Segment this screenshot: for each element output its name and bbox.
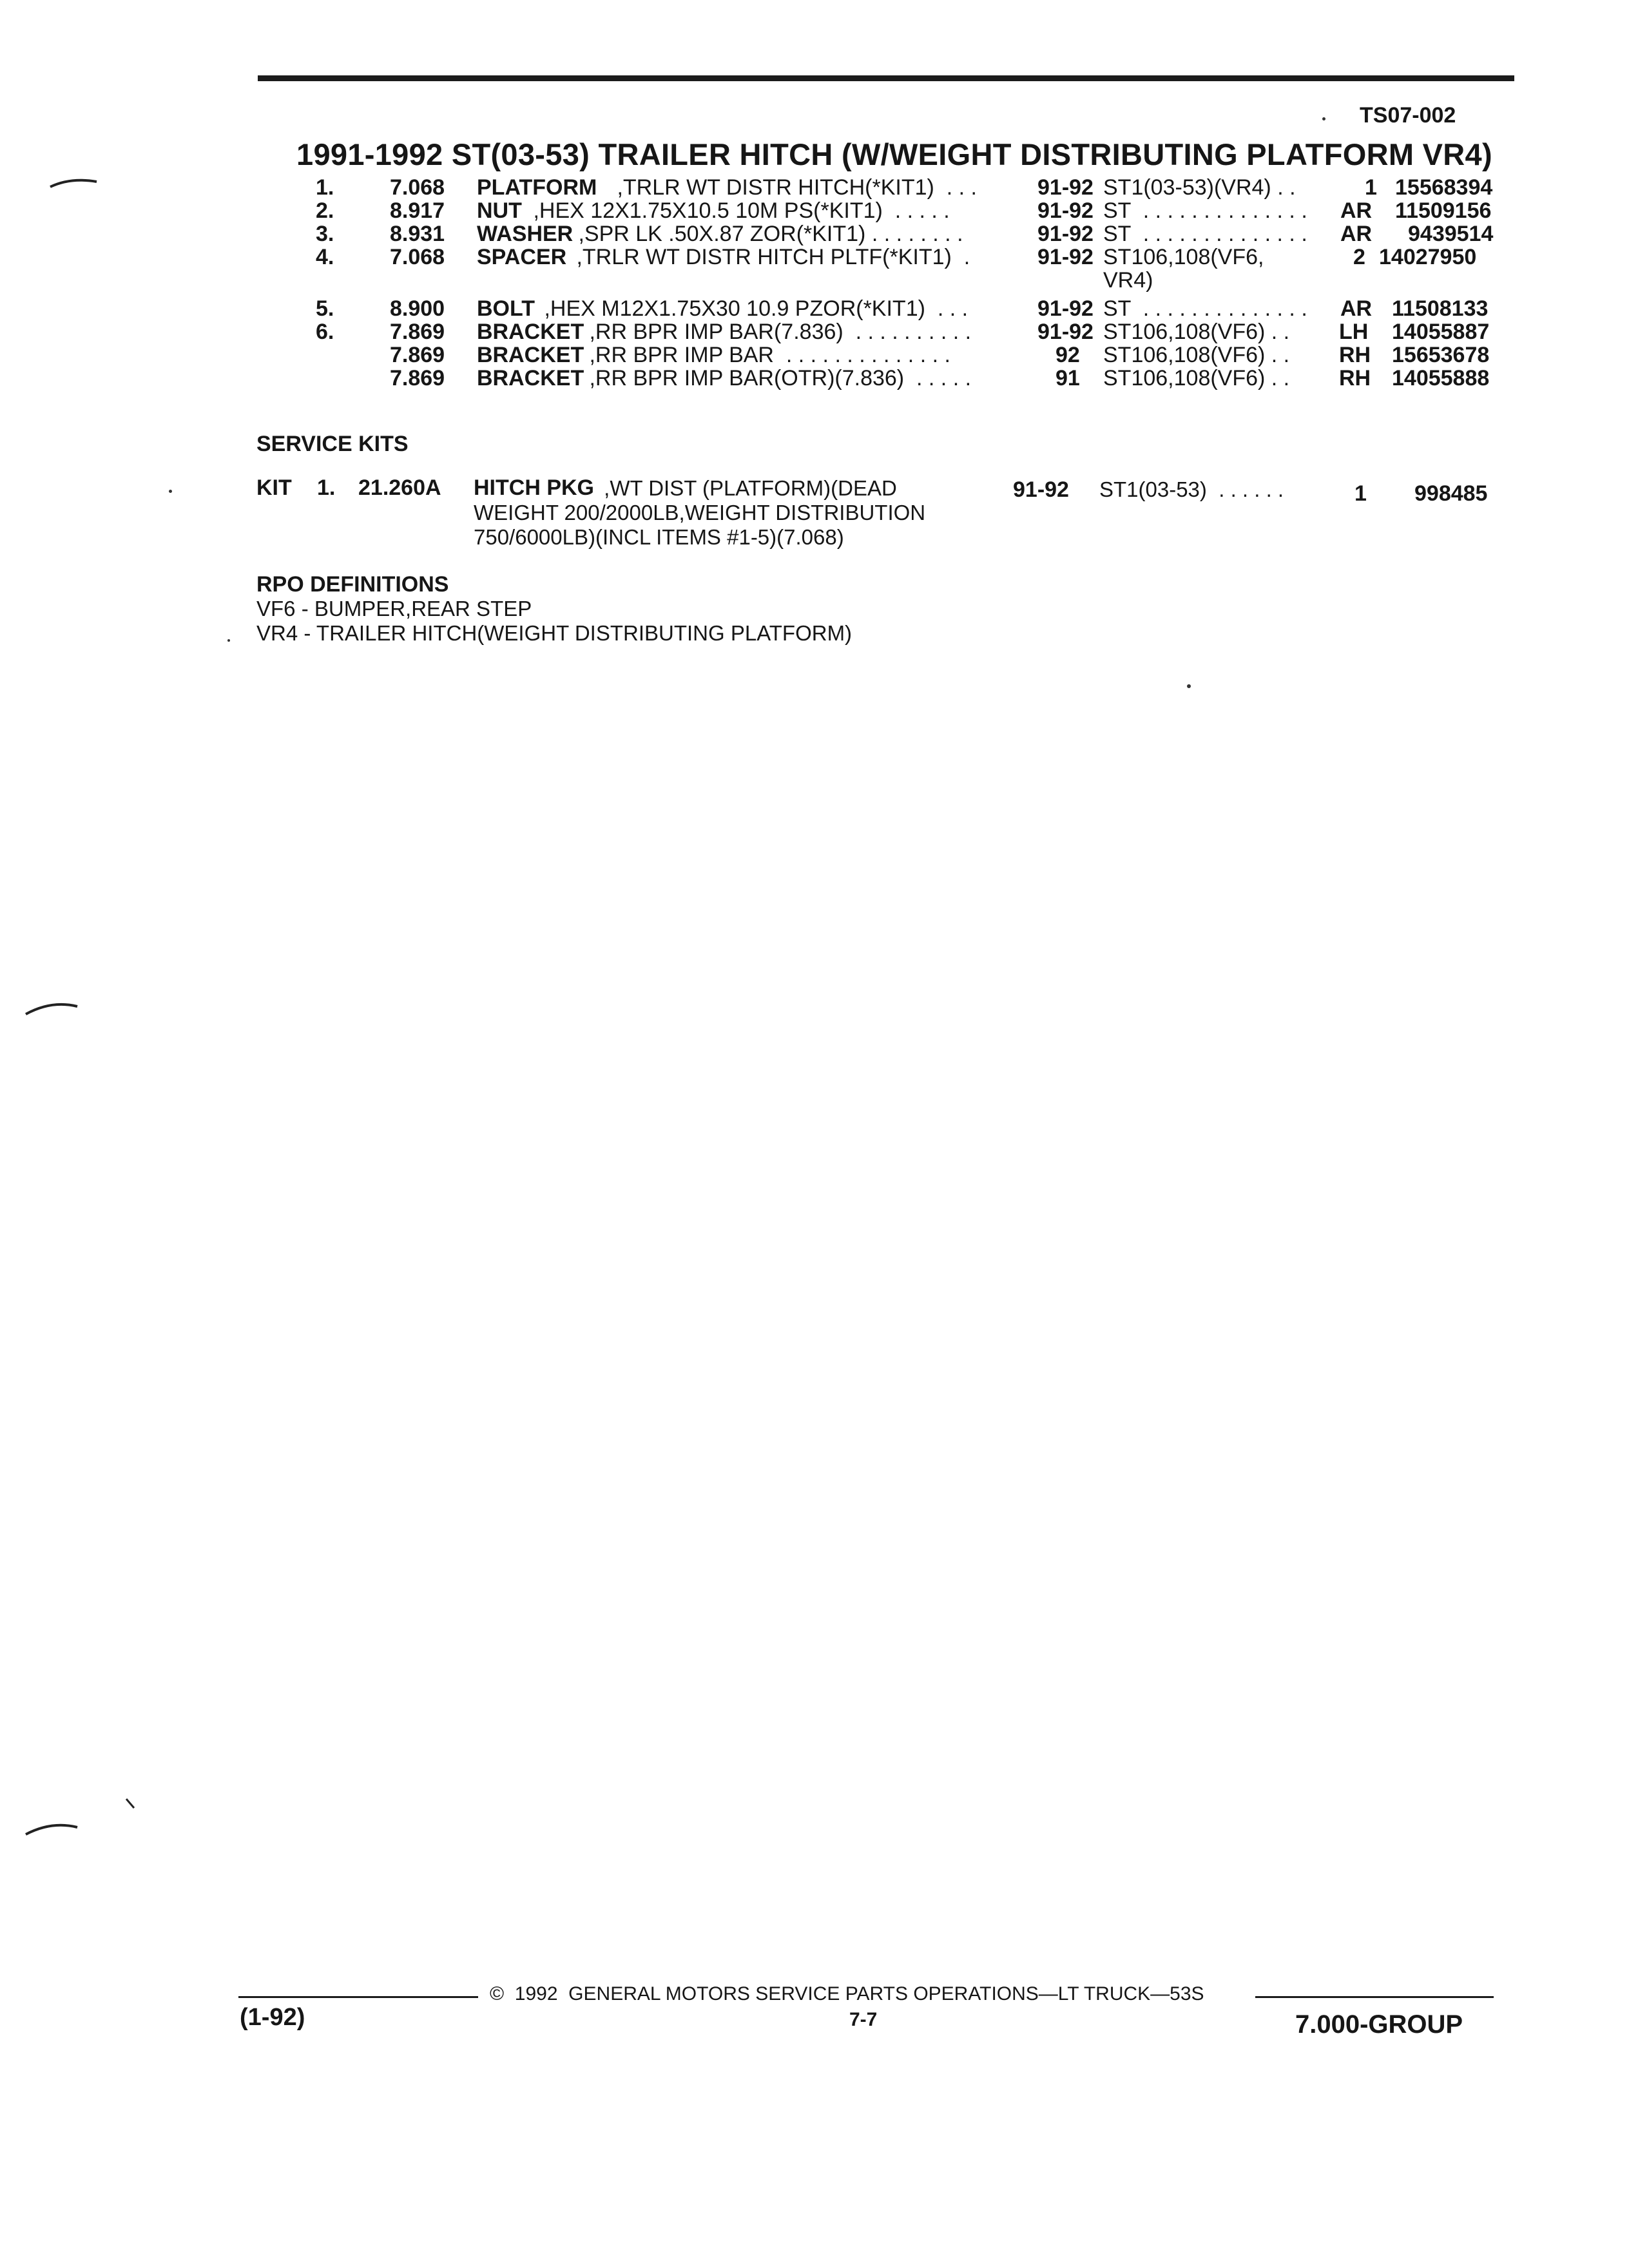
model: ST . . . . . . . . . . . . . . [1103, 198, 1307, 223]
kit-description-line-1: ,WT DIST (PLATFORM)(DEAD [598, 476, 897, 500]
part-description: ,TRLR WT DISTR HITCH PLTF(*KIT1) . [570, 245, 970, 269]
part-number: 14055888 [1392, 366, 1490, 390]
part-description: ,TRLR WT DISTR HITCH(*KIT1) . . . [611, 175, 977, 200]
quantity: 2 [1353, 245, 1365, 269]
model: ST106,108(VF6) . . [1103, 343, 1290, 367]
quantity: RH [1339, 366, 1371, 390]
kit-name: HITCH PKG [474, 476, 594, 500]
part-description: ,HEX M12X1.75X30 10.9 PZOR(*KIT1) . . . [538, 296, 969, 321]
part-description: ,RR BPR IMP BAR . . . . . . . . . . . . . . [583, 343, 950, 367]
kit-description-line-2: WEIGHT 200/2000LB,WEIGHT DISTRIBUTION [474, 501, 926, 524]
item-number: 2. [316, 198, 334, 223]
part-number: 14027950 [1379, 245, 1477, 269]
part-number: 15568394 [1395, 175, 1493, 200]
model: ST . . . . . . . . . . . . . . [1103, 296, 1307, 321]
scan-mark [126, 1799, 134, 1808]
quantity: AR [1340, 198, 1373, 223]
quantity: 1 [1365, 175, 1377, 200]
kit-number: 1. [317, 476, 336, 500]
scan-speck [227, 639, 230, 642]
part-description: ,HEX 12X1.75X10.5 10M PS(*KIT1) . . . . . [527, 198, 950, 223]
group-number: 7.068 [390, 245, 445, 269]
part-number: 9439514 [1408, 222, 1494, 246]
item-number: 1. [316, 175, 334, 200]
group-number: 7.869 [390, 343, 445, 367]
scan-speck [169, 490, 172, 493]
quantity: AR [1340, 296, 1373, 321]
part-name: BRACKET [477, 320, 584, 344]
model: ST106,108(VF6) . . [1103, 320, 1290, 344]
years: 91-92 [1037, 222, 1094, 246]
years: 91 [1055, 366, 1080, 390]
part-name: PLATFORM [477, 175, 597, 200]
service-kits-heading: SERVICE KITS [256, 432, 409, 456]
part-number: 11508133 [1392, 296, 1489, 321]
kit-label: KIT [256, 476, 292, 500]
rpo-heading: RPO DEFINITIONS [256, 572, 449, 597]
part-number: 15653678 [1392, 343, 1490, 367]
group-number: 8.917 [390, 198, 445, 223]
kit-part-number: 998485 [1414, 481, 1488, 506]
item-number: 4. [316, 245, 334, 269]
model: ST1(03-53)(VR4) . . [1103, 175, 1296, 200]
years: 91-92 [1037, 296, 1094, 321]
rpo-definition: VR4 - TRAILER HITCH(WEIGHT DISTRIBUTING PLATFORM) [256, 621, 853, 645]
punch-hole-mark [26, 1825, 77, 1834]
item-number: 5. [316, 296, 334, 321]
page-number: 7-7 [849, 2009, 878, 2030]
punch-hole-mark [26, 1004, 77, 1014]
part-name: NUT [477, 198, 522, 223]
model: VR4) [1103, 268, 1153, 293]
group-number: 7.068 [390, 175, 445, 200]
group-number: 7.869 [390, 366, 445, 390]
doc-id: TS07-002 [1360, 103, 1456, 128]
years: 91-92 [1037, 320, 1094, 344]
item-number: 6. [316, 320, 334, 344]
model: ST . . . . . . . . . . . . . . [1103, 222, 1307, 246]
footer-copyright: © 1992 GENERAL MOTORS SERVICE PARTS OPERATIONS—LT TRUCK—53S [490, 1983, 1204, 2004]
group-number: 8.931 [390, 222, 445, 246]
rpo-definition: VF6 - BUMPER,REAR STEP [256, 597, 532, 620]
item-number: 3. [316, 222, 334, 246]
model: ST106,108(VF6, [1103, 245, 1264, 269]
kit-quantity: 1 [1354, 481, 1367, 506]
kit-group-number: 21.260A [358, 476, 441, 500]
part-description: ,RR BPR IMP BAR(OTR)(7.836) . . . . . [583, 366, 972, 390]
part-description: ,SPR LK .50X.87 ZOR(*KIT1) . . . . . . . . [572, 222, 963, 246]
part-number: 11509156 [1395, 198, 1492, 223]
group-number: 8.900 [390, 296, 445, 321]
part-name: BRACKET [477, 366, 584, 390]
years: 92 [1055, 343, 1080, 367]
quantity: LH [1339, 320, 1369, 344]
kit-years: 91-92 [1013, 477, 1069, 502]
kit-description-line-3: 750/6000LB)(INCL ITEMS #1-5)(7.068) [474, 525, 844, 549]
footer-date: (1-92) [240, 2004, 305, 2031]
page-title: 1991-1992 ST(03-53) TRAILER HITCH (W/WEIGHT DISTRIBUTING PLATFORM VR4) [296, 137, 1492, 171]
scan-speck [1322, 117, 1325, 120]
part-description: ,RR BPR IMP BAR(7.836) . . . . . . . . . . [583, 320, 972, 344]
years: 91-92 [1037, 198, 1094, 223]
part-name: BOLT [477, 296, 535, 321]
part-name: WASHER [477, 222, 574, 246]
quantity: RH [1339, 343, 1371, 367]
years: 91-92 [1037, 245, 1094, 269]
part-name: BRACKET [477, 343, 584, 367]
years: 91-92 [1037, 175, 1094, 200]
quantity: AR [1340, 222, 1373, 246]
part-number: 14055887 [1392, 320, 1490, 344]
scan-speck [1187, 684, 1191, 688]
part-name: SPACER [477, 245, 567, 269]
model: ST106,108(VF6) . . [1103, 366, 1290, 390]
group-number: 7.869 [390, 320, 445, 344]
kit-model: ST1(03-53) . . . . . . [1099, 477, 1284, 501]
punch-hole-mark [50, 180, 97, 187]
footer-group: 7.000-GROUP [1295, 2010, 1463, 2039]
